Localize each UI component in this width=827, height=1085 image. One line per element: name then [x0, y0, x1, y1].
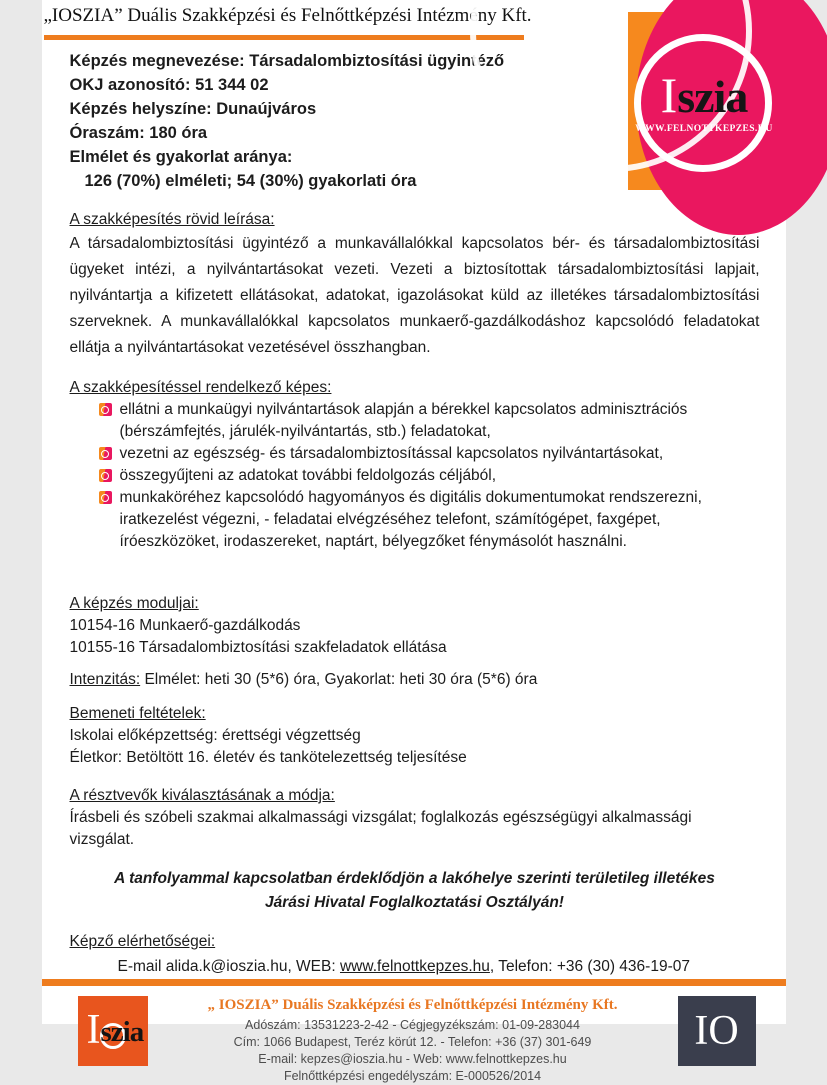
logo-wordmark [628, 70, 781, 120]
ioszia-bullet-icon [99, 447, 112, 460]
document-page [42, 0, 786, 1024]
course-location-line: Képzés helyszíne: Dunaújváros [70, 97, 615, 121]
logo-url-text: WWW.FELNOTTKEPZES.HU [628, 124, 781, 134]
description-paragraph: A társadalombiztosítási ügyintéző a munkavállalókkal kapcsolatos bér- és társadalombiztosítási ügyeket intézi, a nyilvántartásokat vezeti. Vezeti a biztosítottak társadalombiztosítási lapjait, nyilvántartja a kifizetett ellátásokat, adatokat, igazolásokat küld az illetékes társadalombiztosítási szerveknek. A munkavállalókkal kapcsolatos munkaerő-gazdálkodáshoz kapcsolódó feladatokat ellátja a nyilvántartásokat vezetésével összhangban. [70, 231, 760, 361]
section-modules [70, 593, 760, 659]
module-line: 10155-16 Társadalombiztosítási szakfeladatok ellátása [70, 637, 760, 659]
footer-ioszia-logo [78, 996, 148, 1066]
competencies-list [70, 399, 760, 553]
list-item [99, 443, 760, 465]
list-item [99, 399, 760, 443]
ioszia-bullet-icon [99, 469, 112, 482]
description-heading: A szakképesítés rövid leírása: [70, 209, 275, 231]
theory-practice-label-line: Elmélet és gyakorlat aránya: [70, 145, 615, 169]
footer-email-web-line: E-mail: kepzes@ioszia.hu - Web: www.felnottkepzes.hu [158, 1051, 668, 1068]
footer-io-logo: IO [678, 996, 756, 1066]
contact-phone-text: , Telefon: +36 (30) 436-19-07 [490, 958, 690, 975]
list-item [99, 487, 760, 553]
section-intensity [70, 669, 760, 691]
section-contact [70, 931, 760, 979]
course-name-line: Képzés megnevezése: Társadalombiztosítási ügyintéző [70, 49, 615, 73]
contact-line [118, 955, 760, 979]
modules-heading: A képzés moduljai: [70, 593, 199, 615]
logo-letters-szia: szia [677, 71, 747, 122]
ioszia-bullet-icon [99, 403, 112, 416]
contact-heading: Képző elérhetőségei: [70, 931, 216, 953]
contact-email-text: E-mail alida.k@ioszia.hu, WEB: [118, 958, 340, 975]
module-line: 10154-16 Munkaerő-gazdálkodás [70, 615, 760, 637]
list-item [99, 465, 760, 487]
course-hours-line: Óraszám: 180 óra [70, 121, 615, 145]
list-item-text: munkaköréhez kapcsolódó hagyományos és digitális dokumentumokat rendszerezni, iratkezelést végezni, - feladatai elvégzéséhez telefont, számítógépet, faxgépet, íróeszközöket, irodaszereket, naptárt, bélyegzőket fénymásolót használni. [120, 489, 702, 550]
footer-license-line: Felnőttképzési engedélyszám: E-000526/2014 [158, 1068, 668, 1085]
footer-logo-letters-szia: szia [101, 1018, 144, 1047]
okj-id-line: OKJ azonosító: 51 344 02 [70, 73, 615, 97]
section-competencies [70, 377, 760, 553]
intensity-value: Elmélet: heti 30 (5*6) óra, Gyakorlat: heti 30 óra (5*6) óra [140, 671, 537, 688]
page-title: „IOSZIA” Duális Szakképzési és Felnőttképzési Intézmény Kft. [44, 4, 786, 28]
footer-logo-letter-i: I [87, 1009, 101, 1051]
entry-education-line: Iskolai előképzettség: érettségi végzettség [70, 725, 760, 747]
ioszia-bullet-icon [99, 491, 112, 504]
entry-heading: Bemeneti feltételek: [70, 703, 206, 725]
competencies-heading: A szakképesítéssel rendelkező képes: [70, 377, 332, 399]
list-item-text: vezetni az egészség- és társadalombiztosítással kapcsolatos nyilvántartásokat, [120, 445, 664, 462]
contact-web-link[interactable]: www.felnottkepzes.hu [340, 958, 490, 975]
list-item-text: ellátni a munkaügyi nyilvántartások alapján a bérekkel kapcsolatos adminisztrációs (bérszámfejtés, járulék-nyilvántartás, stb.) feladatokat, [120, 401, 688, 440]
section-selection-method [70, 785, 760, 851]
ioszia-logo [628, 12, 781, 190]
selection-body: Írásbeli és szóbeli szakmai alkalmassági vizsgálat; foglalkozás egészségügyi alkalmassági vizsgálat. [70, 807, 760, 851]
footer-text-block [158, 996, 668, 1085]
selection-heading: A résztvevők kiválasztásának a módja: [70, 785, 335, 807]
section-entry-requirements [70, 703, 760, 769]
footer-orange-bar [42, 979, 786, 986]
entry-age-line: Életkor: Betöltött 16. életév és tankötelezettség teljesítése [70, 747, 760, 769]
footer-address-line: Cím: 1066 Budapest, Teréz körút 12. - Telefon: +36 (37) 301-649 [158, 1034, 668, 1051]
footer [42, 979, 786, 1085]
intensity-label: Intenzitás: [70, 669, 141, 691]
inquiry-notice: A tanfolyammal kapcsolatban érdeklődjön a lakóhelye szerinti területileg illetékes Járási Hivatal Foglalkoztatási Osztályán! [104, 867, 726, 915]
footer-tax-line: Adószám: 13531223-2-42 - Cégjegyzékszám: 01-09-283044 [158, 1017, 668, 1034]
footer-content [42, 986, 786, 1085]
footer-company-name: „ IOSZIA” Duális Szakképzési és Felnőttképzési Intézmény Kft. [158, 996, 668, 1015]
logo-letter-i: I [661, 67, 678, 123]
theory-practice-value-line: 126 (70%) elméleti; 54 (30%) gyakorlati óra [70, 169, 615, 193]
list-item-text: összegyűjteni az adatokat további feldolgozás céljából, [120, 467, 497, 484]
section-description [70, 209, 760, 361]
